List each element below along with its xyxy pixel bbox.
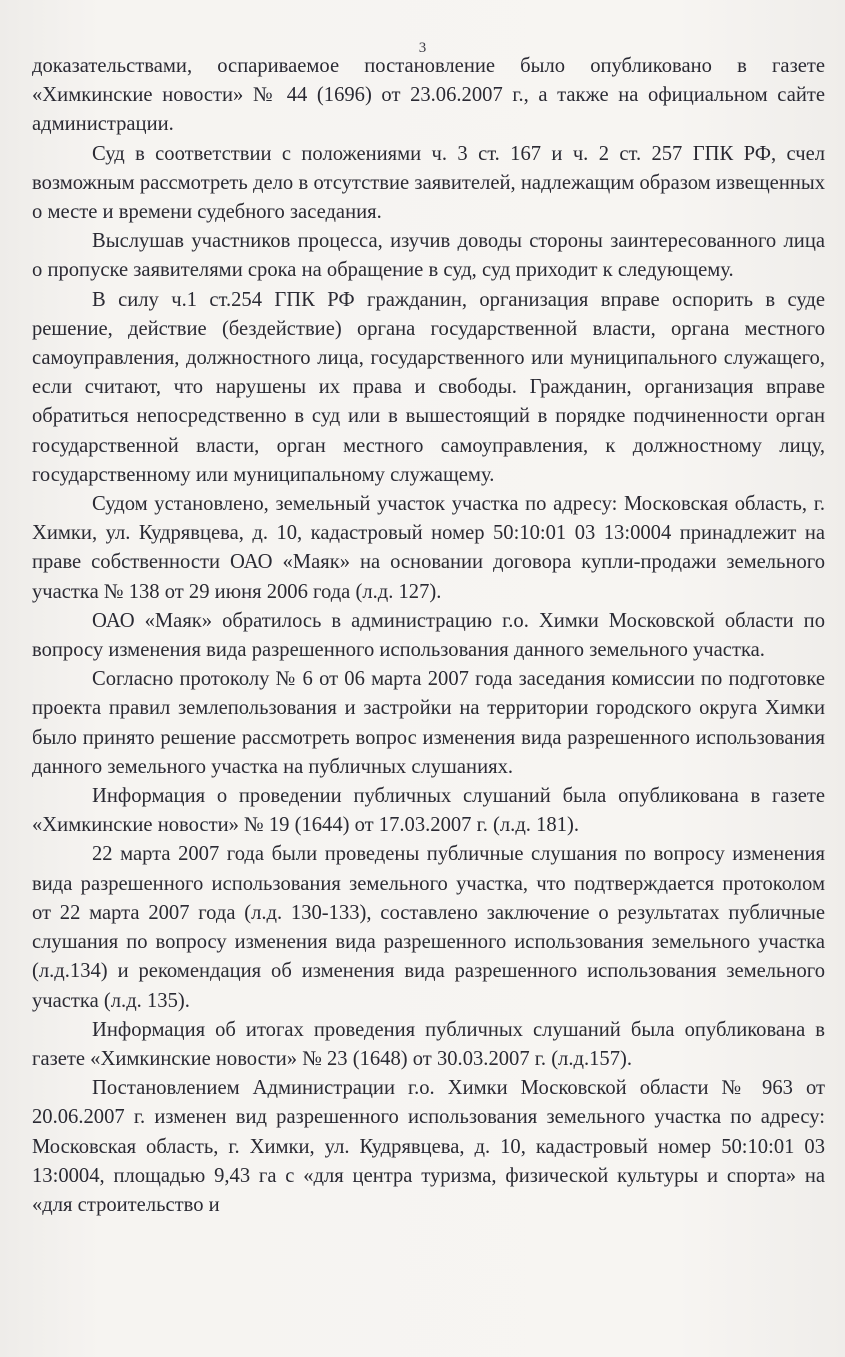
document-body (32, 52, 825, 1220)
paragraph: Постановлением Администрации г.о. Химки Московской области № 963 от 20.06.2007 г. изменен вид разрешенного использования земельного участка по адресу: Московская область, г. Химки, ул. Кудрявцева, д. 10, кадастровый номер 50:10:01 03 13:0004, площадью 9,43 га с «для центра туризма, физической культуры и спорта» на «для строительство и (32, 1077, 825, 1216)
paragraph: Информация об итогах проведения публичных слушаний была опубликована в газете «Химкинские новости» № 23 (1648) от 30.03.2007 г. (л.д.157). (32, 1018, 825, 1070)
paragraph: Выслушав участников процесса, изучив доводы стороны заинтересованного лица о пропуске заявителями срока на обращение в суд, суд приходит к следующему. (32, 230, 825, 282)
paragraph: 22 марта 2007 года были проведены публичные слушания по вопросу изменения вида разрешенного использования земельного участка, что подтверждается протоколом от 22 марта 2007 года (л.д. 130-133), составлено заключение о результатах публичные слушания по вопросу изменения вида разрешенного использования земельного участка (л.д.134) и рекомендация об изменения вида разрешенного использования земельного участка (л.д. 135). (32, 843, 825, 1012)
paragraph: Согласно протоколу № 6 от 06 марта 2007 года заседания комиссии по подготовке проекта правил землепользования и застройки на территории городского округа Химки было принято решение рассмотреть вопрос изменения вида разрешенного использования данного земельного участка на публичных слушаниях. (32, 668, 825, 778)
paragraph: В силу ч.1 ст.254 ГПК РФ гражданин, организация вправе оспорить в суде решение, действие (бездействие) органа государственной власти, органа местного самоуправления, должностного лица, государственного или муниципального служащего, если считают, что нарушены их права и свободы. Гражданин, организация вправе обратиться непосредственно в суд или в вышестоящий в порядке подчиненности орган государственной власти, орган местного самоуправления, к должностному лицу, государственному или муниципальному служащему. (32, 288, 825, 486)
paragraph-continuation: доказательствами, оспариваемое постановление было опубликовано в газете «Химкинские новости» № 44 (1696) от 23.06.2007 г., а также на официальном сайте администрации. (32, 55, 825, 136)
paragraph: Суд в соответствии с положениями ч. 3 ст. 167 и ч. 2 ст. 257 ГПК РФ, счел возможным рассмотреть дело в отсутствие заявителей, надлежащим образом извещенных о месте и времени судебного заседания. (32, 142, 825, 224)
page-number: 3 (418, 40, 427, 56)
paragraph: Судом установлено, земельный участок участка по адресу: Московская область, г. Химки, ул. Кудрявцева, д. 10, кадастровый номер 50:10:01 03 13:0004 принадлежит на праве собственности ОАО «Маяк» на основании договора купли-продажи земельного участка № 138 от 29 июня 2006 года (л.д. 127). (32, 493, 825, 603)
paragraph: ОАО «Маяк» обратилось в администрацию г.о. Химки Московской области по вопросу изменения вида разрешенного использования данного земельного участка. (32, 609, 825, 662)
paragraph: Информация о проведении публичных слушаний была опубликована в газете «Химкинские новости» № 19 (1644) от 17.03.2007 г. (л.д. 181). (32, 785, 825, 837)
